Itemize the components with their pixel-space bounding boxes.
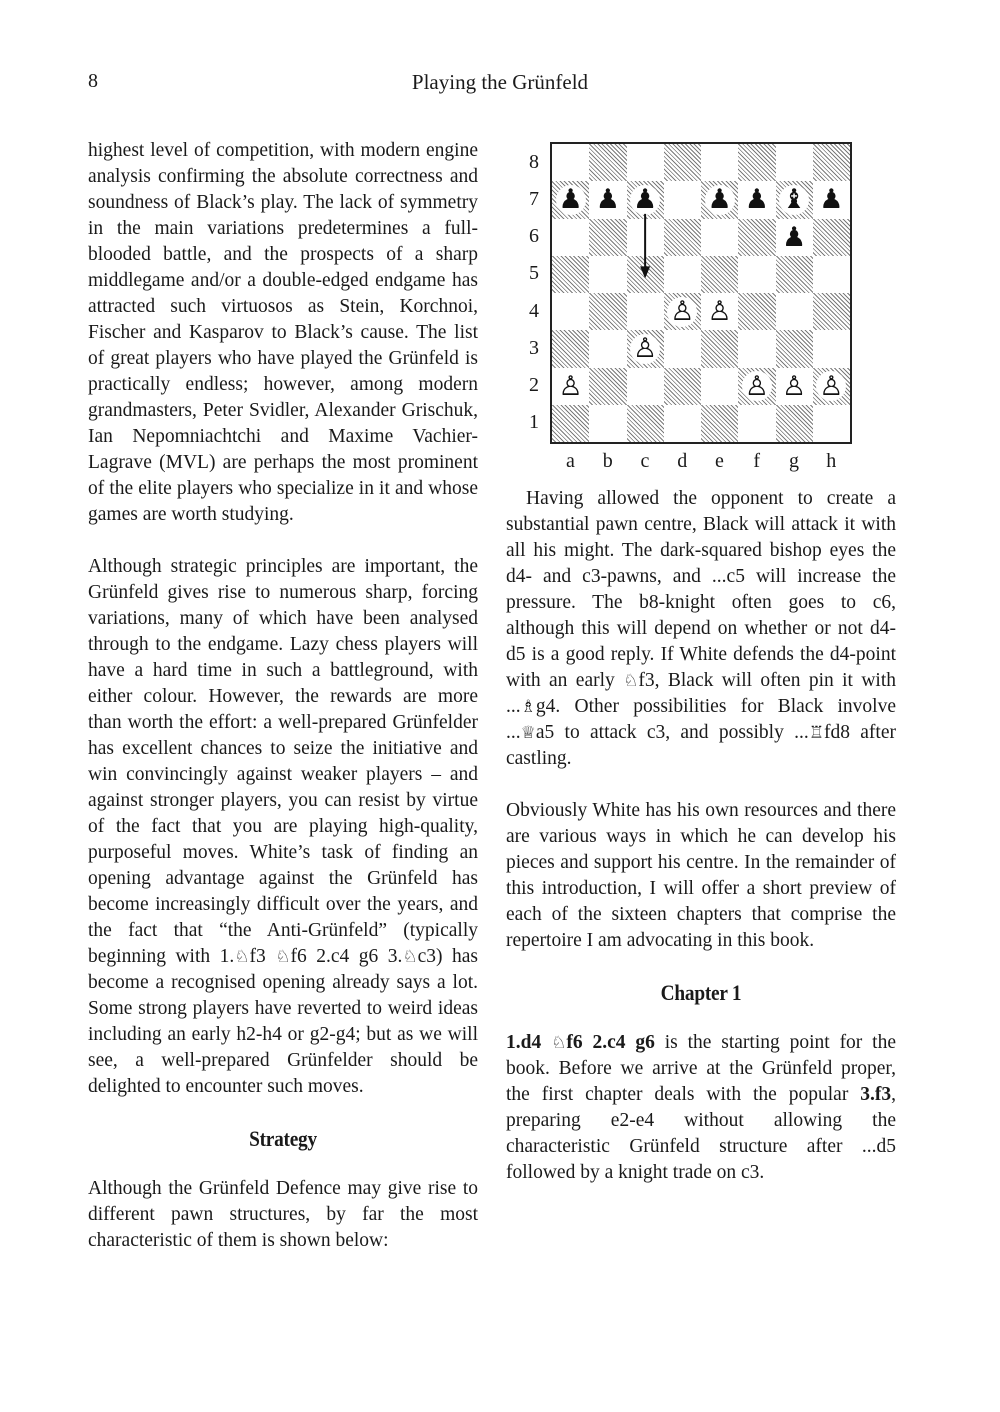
text-run: g4. Other possibilities for Black involve ... xyxy=(506,696,896,743)
file-label: b xyxy=(602,450,613,472)
knight-icon: ♘ xyxy=(551,1033,567,1053)
paragraph xyxy=(506,486,896,772)
rank-label: 8 xyxy=(529,150,539,173)
square-f4 xyxy=(738,293,775,330)
right-column xyxy=(506,486,896,1186)
move-text: 1.d4 xyxy=(506,1032,552,1053)
chess-piece-icon: ♟ xyxy=(593,185,623,215)
chess-piece-icon: ♙ xyxy=(816,371,846,401)
square-a5 xyxy=(552,256,589,293)
square-h7 xyxy=(813,181,850,218)
rank-label: 3 xyxy=(529,336,539,359)
text-run: Although strategic principles are important, the Grünfeld gives rise to numerous sharp, forcing variations, many of which have been analysed through to the endgame. Lazy chess players will have a hard time in such a battleground, with either colour. However, the rewards are more than worth the effort: a well-prepared Grünfelder has excellent chances to seize the initiative and win convincingly against weaker players – and against stronger players, you can resist by virtue of the fact that you are playing high-quality, purposeful moves. White’s task of finding an opening advantage against the Grünfeld has become increasingly difficult over the years, and the fact that “the Anti-Grünfeld” (typically beginning with 1. xyxy=(88,556,478,967)
bishop-icon: ♗ xyxy=(520,697,536,717)
square-e1 xyxy=(701,405,738,442)
file-label: f xyxy=(753,450,761,472)
square-h6 xyxy=(813,219,850,256)
chess-piece-icon: ♝ xyxy=(779,185,809,215)
rank-label: 5 xyxy=(529,262,539,285)
file-label: h xyxy=(826,450,837,472)
square-d7 xyxy=(664,181,701,218)
page-number: 8 xyxy=(88,70,98,92)
square-g8 xyxy=(776,144,813,181)
paragraph: highest level of competition, with modern engine analysis confirming the absolute correctness and soundness of Black’s play. The lack of symmetry in the main variations predetermines a full-blooded battle, and the prospects of a sharp middlegame and/or a double-edged endgame has attracted such virtuosos as Stein, Korchnoi, Fischer and Kasparov to Black’s cause. The list of great players who have played the Grünfeld is practically endless; however, among modern grandmasters, Peter Svidler, Alexander Grischuk, Ian Nepomniachtchi and Maxime Vachier-Lagrave (MVL) are perhaps the most prominent of the elite players who specialize in it and whose games are worth studying. xyxy=(88,140,478,525)
chess-piece-icon: ♟ xyxy=(556,185,586,215)
chess-diagram xyxy=(516,140,856,480)
square-h5 xyxy=(813,256,850,293)
square-g5 xyxy=(776,256,813,293)
square-h4 xyxy=(813,293,850,330)
square-f6 xyxy=(738,219,775,256)
square-c3 xyxy=(627,330,664,367)
square-e6 xyxy=(701,219,738,256)
square-b4 xyxy=(589,293,626,330)
file-label: d xyxy=(677,450,688,472)
square-d1 xyxy=(664,405,701,442)
running-head: Playing the Grünfeld xyxy=(411,70,589,94)
rank-label: 6 xyxy=(529,225,539,248)
square-f8 xyxy=(738,144,775,181)
square-f5 xyxy=(738,256,775,293)
square-b3 xyxy=(589,330,626,367)
square-g2 xyxy=(776,368,813,405)
knight-icon: ♘ xyxy=(275,947,291,967)
square-a6 xyxy=(552,219,589,256)
square-f3 xyxy=(738,330,775,367)
square-g6 xyxy=(776,219,813,256)
text-run: f3, Black will often pin it with ... xyxy=(506,670,896,717)
chess-piece-icon: ♟ xyxy=(816,185,846,215)
square-e7 xyxy=(701,181,738,218)
chess-board xyxy=(550,142,852,444)
square-a4 xyxy=(552,293,589,330)
chess-piece-icon: ♟ xyxy=(705,185,735,215)
square-h8 xyxy=(813,144,850,181)
knight-icon: ♘ xyxy=(402,947,418,967)
square-c1 xyxy=(627,405,664,442)
square-a2 xyxy=(552,368,589,405)
square-g7 xyxy=(776,181,813,218)
square-e8 xyxy=(701,144,738,181)
rank-label: 1 xyxy=(529,411,539,434)
square-b7 xyxy=(589,181,626,218)
square-d6 xyxy=(664,219,701,256)
paragraph xyxy=(506,1030,896,1186)
square-a3 xyxy=(552,330,589,367)
text-run: fd8 after castling. xyxy=(506,722,896,769)
square-h2 xyxy=(813,368,850,405)
file-label: c xyxy=(640,450,650,472)
left-column xyxy=(88,138,478,1254)
square-b1 xyxy=(589,405,626,442)
rank-label: 2 xyxy=(529,374,539,397)
text-run: f3 xyxy=(249,946,276,967)
square-h3 xyxy=(813,330,850,367)
text-run: is the starting point for the book. Before we arrive at the Grünfeld proper, the first chapter deals with the popular xyxy=(506,1032,896,1105)
rank-label: 7 xyxy=(529,187,539,210)
square-e3 xyxy=(701,330,738,367)
section-heading-chapter-1: Chapter 1 xyxy=(660,980,742,1005)
square-b2 xyxy=(589,368,626,405)
square-d3 xyxy=(664,330,701,367)
square-g4 xyxy=(776,293,813,330)
text-run: a5 to attack c3, and possibly ... xyxy=(535,722,809,743)
paragraph xyxy=(88,554,478,1100)
paragraph: Obviously White has his own resources and there are various ways in which he can develop his pieces and support his centre. In the remainder of this introduction, I will offer a short preview of each of the sixteen chapters that comprise the repertoire I am advocating in this book. xyxy=(506,800,896,951)
chess-piece-icon: ♙ xyxy=(779,371,809,401)
rank-label: 4 xyxy=(529,299,539,322)
square-d5 xyxy=(664,256,701,293)
square-f2 xyxy=(738,368,775,405)
text-run: c3) has become a recognised opening already says a lot. Some strong players have reverted to weird ideas including an early h2-h4 or g2-g4; but as we will see, a well-prepared Grünfelder should be delighted to encounter such moves. xyxy=(88,946,478,1097)
square-c8 xyxy=(627,144,664,181)
square-d8 xyxy=(664,144,701,181)
knight-icon: ♘ xyxy=(623,671,639,691)
square-f1 xyxy=(738,405,775,442)
chess-piece-icon: ♟ xyxy=(742,185,772,215)
square-c5 xyxy=(627,256,664,293)
text-run: Having allowed the opponent to create a substantial pawn centre, Black will attack it with all his might. The dark-squared bishop eyes the d4- and c3-pawns, and ...c5 will increase the pressure. The b8-knight often goes to c6, although this will depend on whether or not d4-d5 is a good reply. If White defends the d4-point with an early xyxy=(506,488,896,691)
knight-icon: ♘ xyxy=(234,947,250,967)
chess-piece-icon: ♙ xyxy=(705,297,735,327)
chess-piece-icon: ♙ xyxy=(667,297,697,327)
square-a1 xyxy=(552,405,589,442)
square-c2 xyxy=(627,368,664,405)
chess-piece-icon: ♙ xyxy=(556,371,586,401)
file-label: a xyxy=(566,450,575,472)
square-c6 xyxy=(627,219,664,256)
square-g3 xyxy=(776,330,813,367)
square-a7 xyxy=(552,181,589,218)
square-b8 xyxy=(589,144,626,181)
queen-icon: ♕ xyxy=(520,723,536,743)
square-g1 xyxy=(776,405,813,442)
paragraph: Although the Grünfeld Defence may give rise to different pawn structures, by far the most characteristic of them is shown below: xyxy=(88,1178,478,1251)
chess-piece-icon: ♟ xyxy=(630,185,660,215)
section-heading-strategy: Strategy xyxy=(249,1126,317,1151)
square-e4 xyxy=(701,293,738,330)
move-text: 3.f3 xyxy=(860,1084,892,1105)
square-d2 xyxy=(664,368,701,405)
chess-piece-icon: ♙ xyxy=(742,371,772,401)
square-f7 xyxy=(738,181,775,218)
square-c4 xyxy=(627,293,664,330)
square-d4 xyxy=(664,293,701,330)
square-h1 xyxy=(813,405,850,442)
chess-piece-icon: ♟ xyxy=(779,222,809,252)
square-b5 xyxy=(589,256,626,293)
square-e5 xyxy=(701,256,738,293)
square-a8 xyxy=(552,144,589,181)
text-run: , preparing e2-e4 without allowing the characteristic Grünfeld structure after ...d5 followed by a knight trade on c3. xyxy=(506,1084,896,1183)
square-b6 xyxy=(589,219,626,256)
text-run: f6 2.c4 g6 3. xyxy=(290,946,403,967)
move-text: f6 2.c4 g6 xyxy=(566,1032,655,1053)
file-label: e xyxy=(715,450,724,472)
square-e2 xyxy=(701,368,738,405)
file-label: g xyxy=(789,450,799,472)
rook-icon: ♖ xyxy=(808,723,824,743)
square-c7 xyxy=(627,181,664,218)
chess-piece-icon: ♙ xyxy=(630,334,660,364)
